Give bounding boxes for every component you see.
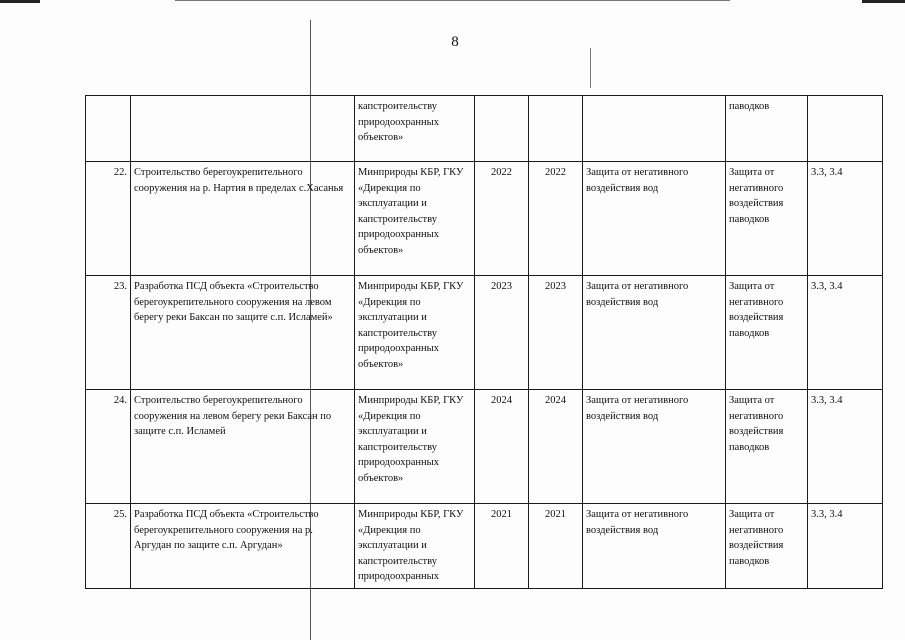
cell-name bbox=[131, 96, 355, 162]
cell-goal: Защита от негативного воздействия вод bbox=[583, 390, 726, 504]
cell-result: Защита от негативного воздействия паводков bbox=[726, 162, 808, 276]
table-row-continuation bbox=[86, 96, 883, 162]
cell-name: Строительство берегоукрепительного сооружения на левом берегу реки Баксан по защите с.п. Исламей bbox=[131, 390, 355, 504]
cell-start: 2024 bbox=[475, 390, 529, 504]
cell-responsible: капстроительству природоохранных объектов» bbox=[355, 96, 475, 162]
cell-ref bbox=[808, 96, 883, 162]
table-row bbox=[86, 390, 883, 504]
scan-edge-top-left bbox=[0, 0, 40, 3]
cell-ref: 3.3, 3.4 bbox=[808, 504, 883, 589]
cell-goal bbox=[583, 96, 726, 162]
cell-result: паводков bbox=[726, 96, 808, 162]
cell-end: 2024 bbox=[529, 390, 583, 504]
cell-responsible: Минприроды КБР, ГКУ «Дирекция по эксплуатации и капстроительству природоохранных bbox=[355, 504, 475, 589]
table-row bbox=[86, 276, 883, 390]
measures-table bbox=[85, 95, 883, 589]
cell-result: Защита от негативного воздействия паводков bbox=[726, 276, 808, 390]
cell-ref: 3.3, 3.4 bbox=[808, 162, 883, 276]
cell-num: 23. bbox=[86, 276, 131, 390]
cell-responsible: Минприроды КБР, ГКУ «Дирекция по эксплуатации и капстроительству природоохранных объектов» bbox=[355, 162, 475, 276]
cell-end: 2022 bbox=[529, 162, 583, 276]
cell-ref: 3.3, 3.4 bbox=[808, 390, 883, 504]
cell-goal: Защита от негативного воздействия вод bbox=[583, 276, 726, 390]
cell-end: 2021 bbox=[529, 504, 583, 589]
cell-result: Защита от негативного воздействия паводков bbox=[726, 390, 808, 504]
cell-start: 2022 bbox=[475, 162, 529, 276]
cell-end: 2023 bbox=[529, 276, 583, 390]
cell-num: 22. bbox=[86, 162, 131, 276]
cell-name: Строительство берегоукрепительного сооружения на р. Нартия в пределах с.Хасанья bbox=[131, 162, 355, 276]
cell-responsible: Минприроды КБР, ГКУ «Дирекция по эксплуатации и капстроительству природоохранных объектов» bbox=[355, 390, 475, 504]
cell-num bbox=[86, 96, 131, 162]
cell-name: Разработка ПСД объекта «Строительство берегоукрепительного сооружения на левом берегу реки Баксан по защите с.п. Исламей» bbox=[131, 276, 355, 390]
page-number: 8 bbox=[451, 34, 459, 50]
cell-start: 2021 bbox=[475, 504, 529, 589]
table-row bbox=[86, 162, 883, 276]
scan-fold-line-mid bbox=[590, 48, 591, 88]
cell-start: 2023 bbox=[475, 276, 529, 390]
cell-result: Защита от негативного воздействия паводков bbox=[726, 504, 808, 589]
table-row bbox=[86, 504, 883, 589]
cell-name: Разработка ПСД объекта «Строительство берегоукрепительного сооружения на р. Аргудан по защите с.п. Аргудан» bbox=[131, 504, 355, 589]
cell-goal: Защита от негативного воздействия вод bbox=[583, 162, 726, 276]
cell-end bbox=[529, 96, 583, 162]
cell-num: 24. bbox=[86, 390, 131, 504]
scan-edge-top-mid bbox=[175, 0, 730, 1]
cell-num: 25. bbox=[86, 504, 131, 589]
cell-goal: Защита от негативного воздействия вод bbox=[583, 504, 726, 589]
cell-start bbox=[475, 96, 529, 162]
cell-responsible: Минприроды КБР, ГКУ «Дирекция по эксплуатации и капстроительству природоохранных объектов» bbox=[355, 276, 475, 390]
scan-edge-top-right bbox=[862, 0, 905, 3]
cell-ref: 3.3, 3.4 bbox=[808, 276, 883, 390]
